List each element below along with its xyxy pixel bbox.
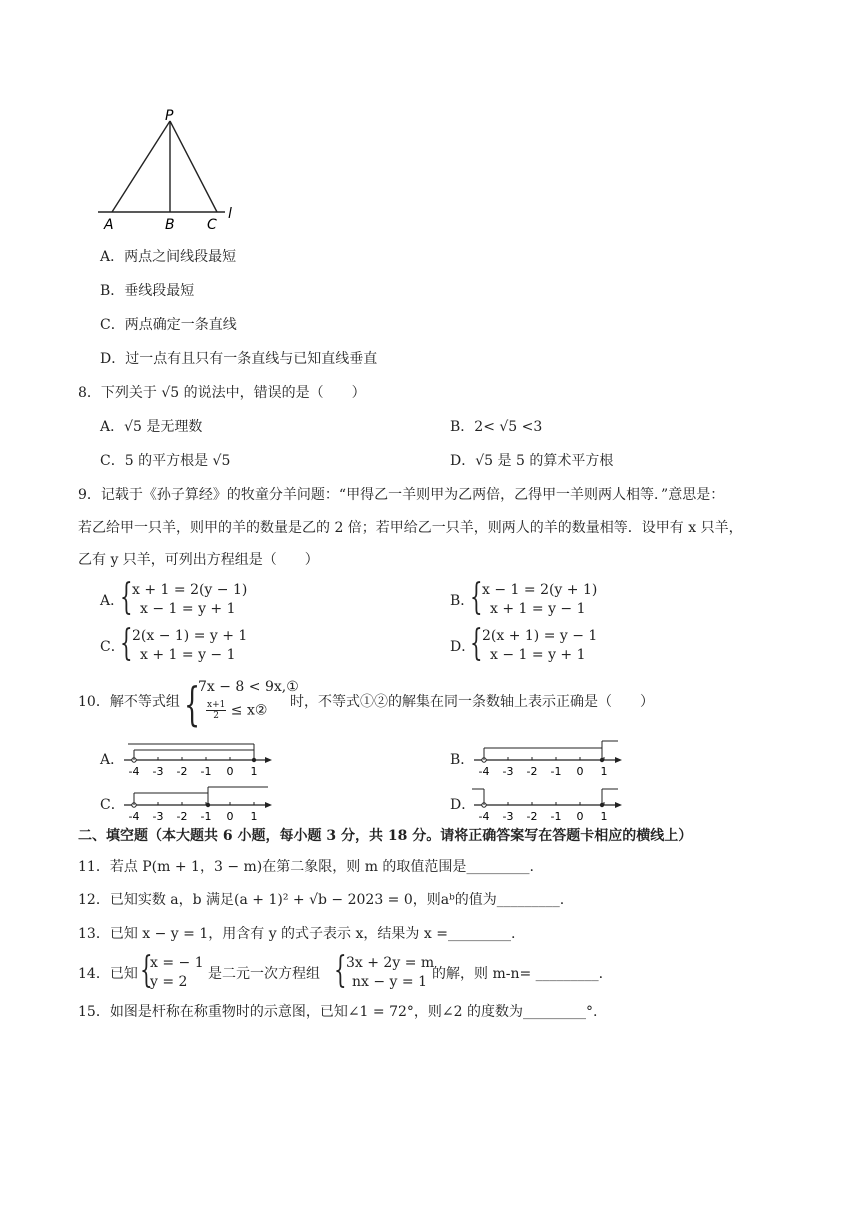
tick-label: -3 [152,765,164,778]
tick-label: 1 [600,810,608,823]
tick-label: -4 [128,765,140,778]
q9-b-eq1: x − 1 = 2(y + 1) [482,582,598,598]
tick-label: -4 [128,810,140,823]
section-2-heading: 二、填空题（本大题共 6 小题，每小题 3 分，共 18 分。请将正确答案写在答题卡相应的横线上） [78,828,693,844]
q8-option-c: C．5 的平方根是 √5 [100,453,231,469]
label-A: A [104,217,114,233]
q9-line3: 乙有 y 只羊，可列出方程组是（ ） [78,552,319,568]
q8-stem: 8．下列关于 √5 的说法中，错误的是（ ） [78,385,366,401]
q14-mid: 是二元一次方程组 [208,966,320,982]
q7-option-c: C．两点确定一条直线 [100,317,237,333]
tick-label: 1 [250,765,258,778]
q7-option-b: B．垂线段最短 [100,283,195,299]
brace: { [120,577,133,618]
q8-option-b: B．2< √5 <3 [450,419,543,435]
tick-label: -2 [176,765,188,778]
q10-eq1: 7x − 8 < 9x,① [198,679,299,695]
tick-label: -2 [526,810,538,823]
segment-PA [112,121,170,212]
q10-option-c-label: C． [100,797,125,813]
q15: 15．如图是杆称在称重物时的示意图，已知∠1 = 72°，则∠2 的度数为_________°. [78,1004,598,1020]
tick-label: 0 [226,810,234,823]
tick-label: 0 [576,765,584,778]
q10-post: 时，不等式①②的解集在同一条数轴上表示正确是（ ） [290,694,654,710]
label-C: C [207,217,217,233]
q14-s2-eq1: 3x + 2y = m [346,955,435,971]
q10-option-d-label: D． [450,797,476,813]
tick-label: -2 [176,810,188,823]
q14-pre: 14．已知 [78,966,138,982]
q9-line2: 若乙给甲一只羊，则甲的羊的数量是乙的 2 倍；若甲给乙一只羊，则两人的羊的数量相等．设甲有 x 只羊， [78,520,743,536]
tick-label: -3 [502,810,514,823]
number-line-a [120,736,280,780]
tick-label: -1 [550,810,562,823]
q9-line1: 9．记载于《孙子算经》的牧童分羊问题：“甲得乙一羊则甲为乙两倍，乙得甲一羊则两人相等．”意思是： [78,487,725,503]
brace: { [184,677,201,731]
q9-d-eq1: 2(x + 1) = y − 1 [482,628,598,644]
q7-option-a: A．两点之间线段最短 [100,249,237,265]
tick-label: -3 [152,810,164,823]
number-line-c [120,781,280,825]
q7-option-d: D．过一点有且只有一条直线与已知直线垂直 [100,351,378,367]
tick-label: -4 [478,765,490,778]
q10-option-a-label: A． [100,752,125,768]
q13: 13．已知 x − y = 1，用含有 y 的式子表示 x，结果为 x =_________. [78,926,516,942]
label-B: B [165,217,175,233]
tick-label: -1 [550,765,562,778]
label-P: P [165,108,174,124]
q11: 11．若点 P(m + 1，3 − m)在第二象限，则 m 的取值范围是_________. [78,859,534,875]
q14-s1-eq1: x = − 1 [150,955,204,971]
number-line-d [470,781,630,825]
q9-a-eq1: x + 1 = 2(y − 1) [132,582,248,598]
q9-b-eq2: x + 1 = y − 1 [490,601,586,617]
q9-option-b-label: B． [450,593,475,609]
tick-label: -4 [478,810,490,823]
sqrt5: √5 [161,385,180,401]
q14-s1-eq2: y = 2 [150,974,188,990]
answer-blank[interactable]: _________ [466,859,530,875]
q14-post: 的解，则 m-n= _________. [432,966,604,982]
q9-c-eq2: x + 1 = y − 1 [140,647,236,663]
answer-blank[interactable]: _________ [447,926,511,942]
q9-option-d-label: D． [450,639,476,655]
tick-label: 0 [226,765,234,778]
q10-eq2: $\frac{x+1}{2}$ ≤ x② [207,700,268,721]
q10-option-b-label: B． [450,752,475,768]
number-line-b [470,736,630,780]
brace: { [470,577,483,618]
brace: { [470,623,483,664]
q12: 12．已知实数 a，b 满足(a + 1)² + √b − 2023 = 0，则aᵇ的值为_________. [78,892,565,908]
tick-label: -1 [200,765,212,778]
q8-option-d: D．√5 是 5 的算术平方根 [450,453,614,469]
triangle-figure [90,106,250,236]
answer-blank[interactable]: _________ [496,892,560,908]
brace: { [140,950,153,991]
tick-label: -2 [526,765,538,778]
segment-PC [170,121,217,212]
q9-option-c-label: C． [100,639,125,655]
q10-pre: 10．解不等式组 [78,694,180,710]
q8-option-a: A．√5 是无理数 [100,419,203,435]
tick-label: -3 [502,765,514,778]
q9-c-eq1: 2(x − 1) = y + 1 [132,628,248,644]
brace: { [120,623,133,664]
tick-label: 1 [250,810,258,823]
q9-a-eq2: x − 1 = y + 1 [140,601,236,617]
q9-option-a-label: A． [100,593,125,609]
tick-label: -1 [200,810,212,823]
label-l: l [228,206,232,222]
tick-label: 0 [576,810,584,823]
brace: { [334,950,347,991]
q9-d-eq2: x − 1 = y + 1 [490,647,586,663]
q14-s2-eq2: nx − y = 1 [352,974,427,990]
answer-blank[interactable]: _________ [535,966,599,982]
tick-label: 1 [600,765,608,778]
answer-blank[interactable]: _________ [523,1004,587,1020]
